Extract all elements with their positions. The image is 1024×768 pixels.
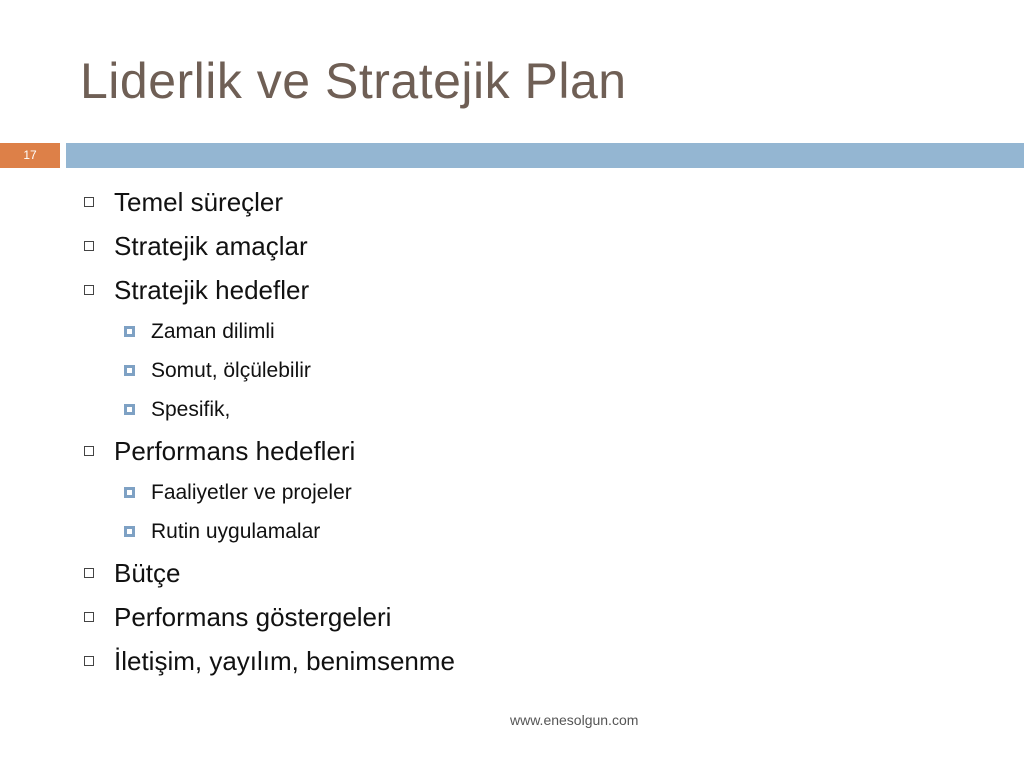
bullet-text: Performans göstergeleri — [114, 601, 392, 632]
bullet-item — [84, 268, 964, 312]
bullet-item — [84, 639, 964, 683]
bullet-text: İletişim, yayılım, benimsenme — [114, 645, 455, 676]
sub-bullet-item — [84, 312, 964, 351]
bullet-text: Performans hedefleri — [114, 435, 356, 466]
sub-bullet-text: Spesifik, — [151, 397, 231, 421]
bullet-item — [84, 429, 964, 473]
hollow-square-bullet-icon — [84, 285, 94, 295]
bullet-list — [84, 180, 964, 683]
hollow-square-bullet-icon — [84, 568, 94, 578]
sub-bullet-item — [84, 390, 964, 429]
sub-bullet-item — [84, 473, 964, 512]
hollow-square-bullet-icon — [84, 197, 94, 207]
filled-square-bullet-icon — [124, 487, 135, 498]
bullet-text: Stratejik amaçlar — [114, 230, 308, 261]
slide-number-badge: 17 — [0, 143, 60, 168]
sub-bullet-text: Faaliyetler ve projeler — [151, 480, 352, 504]
sub-bullet-text: Rutin uygulamalar — [151, 519, 321, 543]
sub-bullet-item — [84, 351, 964, 390]
filled-square-bullet-icon — [124, 365, 135, 376]
bullet-text: Stratejik hedefler — [114, 274, 310, 305]
hollow-square-bullet-icon — [84, 446, 94, 456]
bullet-text: Temel süreçler — [114, 186, 284, 217]
footer-website-link[interactable]: www.enesolgun.com — [510, 712, 639, 728]
header-divider-bar — [66, 143, 1024, 168]
sub-bullet-text: Somut, ölçülebilir — [151, 358, 311, 382]
filled-square-bullet-icon — [124, 404, 135, 415]
hollow-square-bullet-icon — [84, 656, 94, 666]
bullet-item — [84, 595, 964, 639]
filled-square-bullet-icon — [124, 326, 135, 337]
bullet-item — [84, 551, 964, 595]
bullet-item — [84, 224, 964, 268]
slide-title: Liderlik ve Stratejik Plan — [80, 53, 627, 109]
filled-square-bullet-icon — [124, 526, 135, 537]
sub-bullet-item — [84, 512, 964, 551]
bullet-item — [84, 180, 964, 224]
hollow-square-bullet-icon — [84, 241, 94, 251]
bullet-text: Bütçe — [114, 557, 181, 588]
hollow-square-bullet-icon — [84, 612, 94, 622]
sub-bullet-text: Zaman dilimli — [151, 319, 275, 343]
